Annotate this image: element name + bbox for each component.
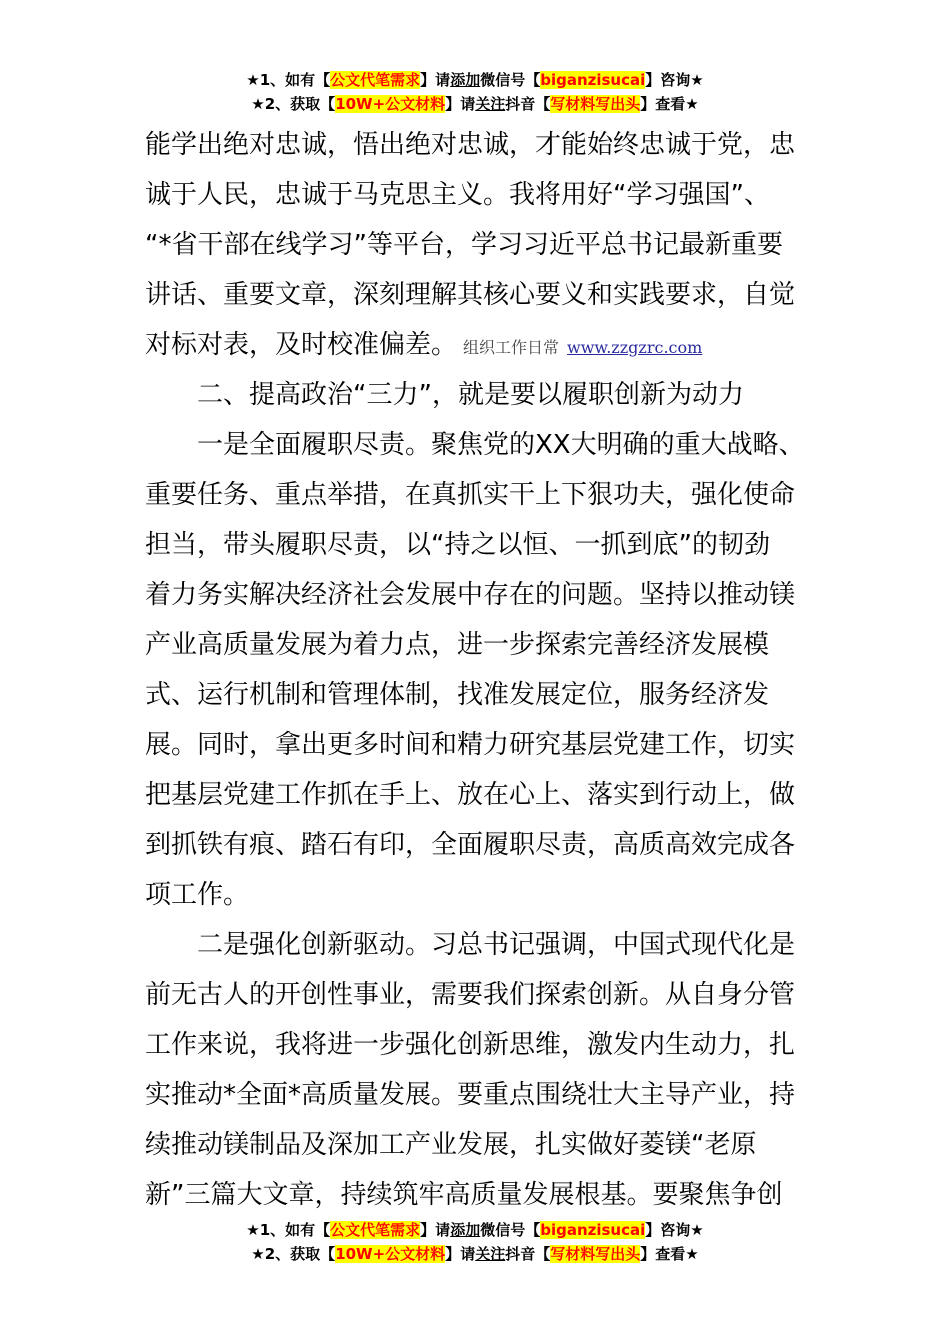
paragraph-start: 一是全面履职尽责。聚焦党的XX大明确的重大战略、 <box>197 430 805 460</box>
text-line: 担当，带头履职尽责，以“持之以恒、一抓到底”的韧劲 <box>145 530 770 560</box>
highlight-wechat-id: biganzisucai <box>540 71 646 89</box>
text-line: 讲话、重要文章，深刻理解其核心要义和实践要求，自觉 <box>145 280 796 310</box>
highlight-ghostwriting: 公文代笔需求 <box>330 1221 421 1239</box>
document-body <box>145 120 820 1220</box>
promo-line-2: ★2、获取【10W+公文材料】请关注抖音【写材料写出头】查看★ <box>251 1245 699 1263</box>
text-line: 续推动镁制品及深加工产业发展，扎实做好菱镁“老原 <box>145 1130 757 1160</box>
text-line: 产业高质量发展为着力点，进一步探索完善经济发展模 <box>145 630 770 660</box>
highlight-douyin: 写材料写出头 <box>550 1245 641 1263</box>
section-heading: 二、提高政治“三力”，就是要以履职创新为动力 <box>197 380 744 410</box>
paragraph-start: 二是强化创新驱动。习总书记强调，中国式现代化是 <box>197 930 796 960</box>
watermark-text: 组织工作日常 <box>463 338 560 357</box>
text-line: 工作来说，我将进一步强化创新思维，激发内生动力，扎 <box>145 1030 796 1060</box>
text-line: 项工作。 <box>145 880 250 910</box>
highlight-douyin: 写材料写出头 <box>550 95 641 113</box>
highlight-materials: 10W+公文材料 <box>335 1245 446 1263</box>
text-line: 重要任务、重点举措，在真抓实干上下狠功夫，强化使命 <box>145 480 796 510</box>
text-line: 实推动*全面*高质量发展。要重点围绕壮大主导产业，持 <box>145 1080 796 1110</box>
highlight-ghostwriting: 公文代笔需求 <box>330 71 421 89</box>
text-line: 能学出绝对忠诚，悟出绝对忠诚，才能始终忠诚于党，忠 <box>145 130 796 160</box>
text-line: 到抓铁有痕、踏石有印，全面履职尽责，高质高效完成各 <box>145 830 796 860</box>
highlight-wechat-id: biganzisucai <box>540 1221 646 1239</box>
text-line: “*省干部在线学习”等平台，学习习近平总书记最新重要 <box>145 230 783 260</box>
text-line: 展。同时，拿出更多时间和精力研究基层党建工作，切实 <box>145 730 796 760</box>
text-line: 前无古人的开创性事业，需要我们探索创新。从自身分管 <box>145 980 796 1010</box>
text-line: 式、运行机制和管理体制，找准发展定位，服务经济发 <box>145 680 770 710</box>
text-line-with-watermark: 对标对表，及时校准偏差。 组织工作日常 www.zzgzrc.com <box>145 330 703 360</box>
text-line: 把基层党建工作抓在手上、放在心上、落实到行动上，做 <box>145 780 796 810</box>
highlight-materials: 10W+公文材料 <box>335 95 446 113</box>
promo-line-2: ★2、获取【10W+公文材料】请关注抖音【写材料写出头】查看★ <box>251 95 699 113</box>
watermark-url: www.zzgzrc.com <box>567 338 703 357</box>
promo-line-1: ★1、如有【公文代笔需求】请添加微信号【biganzisucai】咨询★ <box>246 1221 704 1239</box>
promo-banner-top <box>0 68 950 116</box>
promo-line-1: ★1、如有【公文代笔需求】请添加微信号【biganzisucai】咨询★ <box>246 71 704 89</box>
text-line: 新”三篇大文章，持续筑牢高质量发展根基。要聚焦争创 <box>145 1180 783 1210</box>
promo-banner-bottom <box>0 1218 950 1266</box>
text-line: 着力务实解决经济社会发展中存在的问题。坚持以推动镁 <box>145 580 796 610</box>
text-line: 诚于人民，忠诚于马克思主义。我将用好“学习强国”、 <box>145 180 770 210</box>
